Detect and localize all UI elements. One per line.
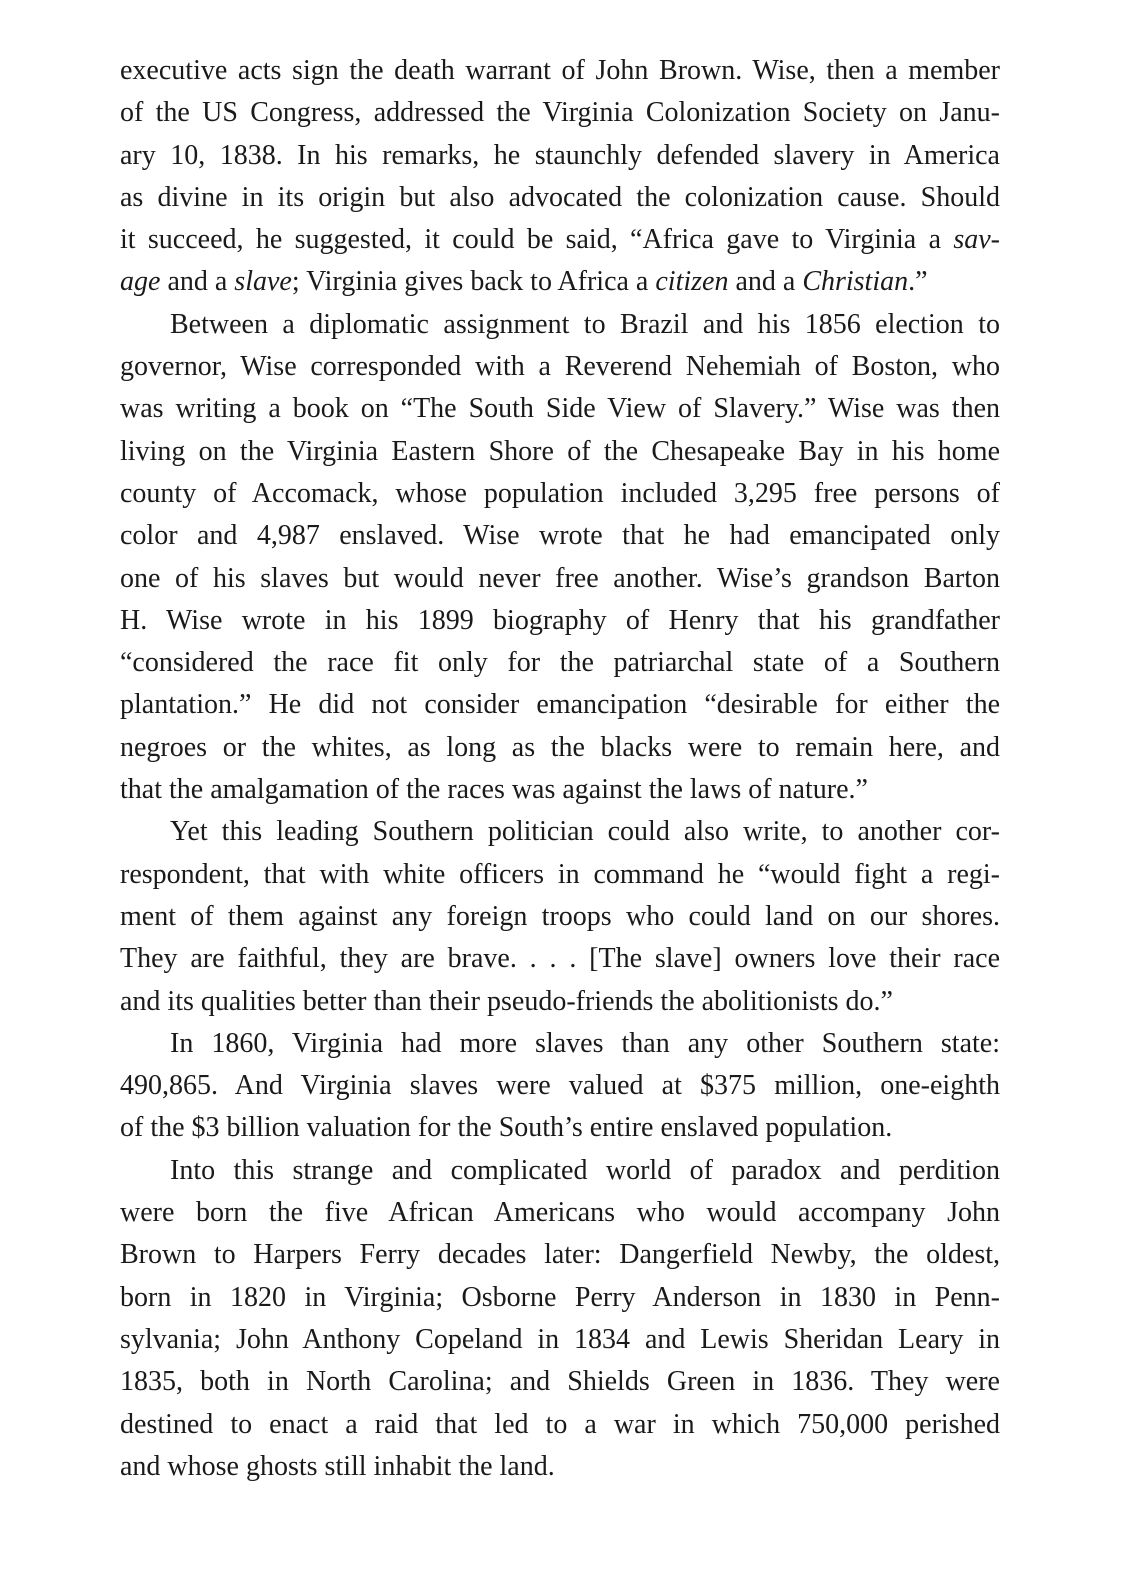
text-run: ; Virginia gives back to Africa a (291, 266, 656, 298)
text-line (120, 304, 1000, 346)
text-run: In 1860, Virginia had more slaves than any other Southern state: (170, 1027, 1000, 1059)
text-run: born in 1820 in Virginia; Osborne Perry Anderson in 1830 in Penn- (120, 1281, 1000, 1313)
text-run: governor, Wise corresponded with a Reverend Nehemiah of Boston, who (120, 351, 1000, 383)
text-line (120, 177, 1000, 219)
text-line (120, 769, 1000, 811)
text-run: were born the five African Americans who would accompany John (120, 1197, 1000, 1229)
text-line (120, 1277, 1000, 1319)
text-run: .” (908, 266, 928, 298)
italic-run: sav- (953, 224, 1000, 256)
text-line (120, 1065, 1000, 1107)
text-line (120, 600, 1000, 642)
text-line (120, 1404, 1000, 1446)
text-run: H. Wise wrote in his 1899 biography of Henry that his grandfather (120, 604, 1000, 636)
text-line (120, 135, 1000, 177)
text-run: negroes or the whites, as long as the blacks were to remain here, and (120, 731, 1000, 763)
italic-run: citizen (655, 266, 729, 298)
text-run: sylvania; John Anthony Copeland in 1834 and Lewis Sheridan Leary in (120, 1323, 1000, 1355)
text-run: that the amalgamation of the races was against the laws of nature.” (120, 774, 868, 806)
text-line (120, 642, 1000, 684)
text-line (120, 1234, 1000, 1276)
text-line (120, 515, 1000, 557)
text-line (120, 896, 1000, 938)
text-run: “considered the race fit only for the patriarchal state of a Southern (120, 647, 1000, 679)
text-run: ment of them against any foreign troops who could land on our shores. (120, 900, 1000, 932)
text-line (120, 1319, 1000, 1361)
text-line (120, 431, 1000, 473)
paragraph (120, 50, 1000, 304)
text-run: county of Accomack, whose population included 3,295 free persons of (120, 477, 1000, 509)
text-run: respondent, that with white officers in command he “would fight a regi- (120, 858, 1000, 890)
text-line (120, 50, 1000, 92)
text-line (120, 1023, 1000, 1065)
text-line (120, 811, 1000, 853)
text-line (120, 346, 1000, 388)
text-run: one of his slaves but would never free another. Wise’s grandson Barton (120, 562, 1000, 594)
text-run: of the $3 billion valuation for the South’s entire enslaved population. (120, 1112, 893, 1144)
text-line (120, 854, 1000, 896)
text-line (120, 1192, 1000, 1234)
text-run: living on the Virginia Eastern Shore of the Chesapeake Bay in his home (120, 435, 1000, 467)
paragraph (120, 811, 1000, 1022)
text-line (120, 219, 1000, 261)
text-run: of the US Congress, addressed the Virginia Colonization Society on Janu- (120, 97, 1000, 129)
text-line (120, 388, 1000, 430)
text-run: it succeed, he suggested, it could be said, “Africa gave to Virginia a (120, 224, 954, 256)
text-run: and its qualities better than their pseudo-friends the abolitionists do.” (120, 985, 893, 1017)
paragraph (120, 1150, 1000, 1488)
text-line (120, 981, 1000, 1023)
text-line (120, 261, 1000, 303)
text-run: as divine in its origin but also advocated the colonization cause. Should (120, 181, 1000, 213)
text-line (120, 1150, 1000, 1192)
text-run: color and 4,987 enslaved. Wise wrote that he had emancipated only (120, 520, 1000, 552)
text-run: plantation.” He did not consider emancipation “desirable for either the (120, 689, 1000, 721)
text-run: ary 10, 1838. In his remarks, he staunchly defended slavery in America (120, 139, 1000, 171)
text-run: was writing a book on “The South Side View of Slavery.” Wise was then (120, 393, 1000, 425)
italic-run: Christian (802, 266, 909, 298)
page-body (120, 50, 1000, 1488)
text-run: 490,865. And Virginia slaves were valued at $375 million, one-eighth (120, 1070, 1000, 1102)
text-line (120, 938, 1000, 980)
text-run: destined to enact a raid that led to a war in which 750,000 perished (120, 1408, 1000, 1440)
text-run: 1835, both in North Carolina; and Shields Green in 1836. They were (120, 1366, 1000, 1398)
text-line (120, 1361, 1000, 1403)
text-run: and a (160, 266, 235, 298)
text-run: executive acts sign the death warrant of John Brown. Wise, then a member (120, 55, 1000, 86)
text-run: and a (728, 266, 803, 298)
text-run: Yet this leading Southern politician could also write, to another cor- (170, 816, 1000, 848)
italic-run: slave (234, 266, 292, 298)
paragraph (120, 1023, 1000, 1150)
text-line (120, 1107, 1000, 1149)
paragraph (120, 304, 1000, 812)
text-run: Into this strange and complicated world of paradox and perdition (170, 1154, 1000, 1186)
text-line (120, 473, 1000, 515)
italic-run: age (120, 266, 161, 298)
text-line (120, 727, 1000, 769)
text-line (120, 684, 1000, 726)
text-line (120, 92, 1000, 134)
text-line (120, 1446, 1000, 1488)
text-line (120, 558, 1000, 600)
text-run: Between a diplomatic assignment to Brazil and his 1856 election to (170, 308, 1000, 340)
text-run: Brown to Harpers Ferry decades later: Dangerfield Newby, the oldest, (120, 1239, 1000, 1271)
text-run: They are faithful, they are brave. . . . [The slave] owners love their race (120, 943, 1000, 975)
text-run: and whose ghosts still inhabit the land. (120, 1450, 555, 1482)
